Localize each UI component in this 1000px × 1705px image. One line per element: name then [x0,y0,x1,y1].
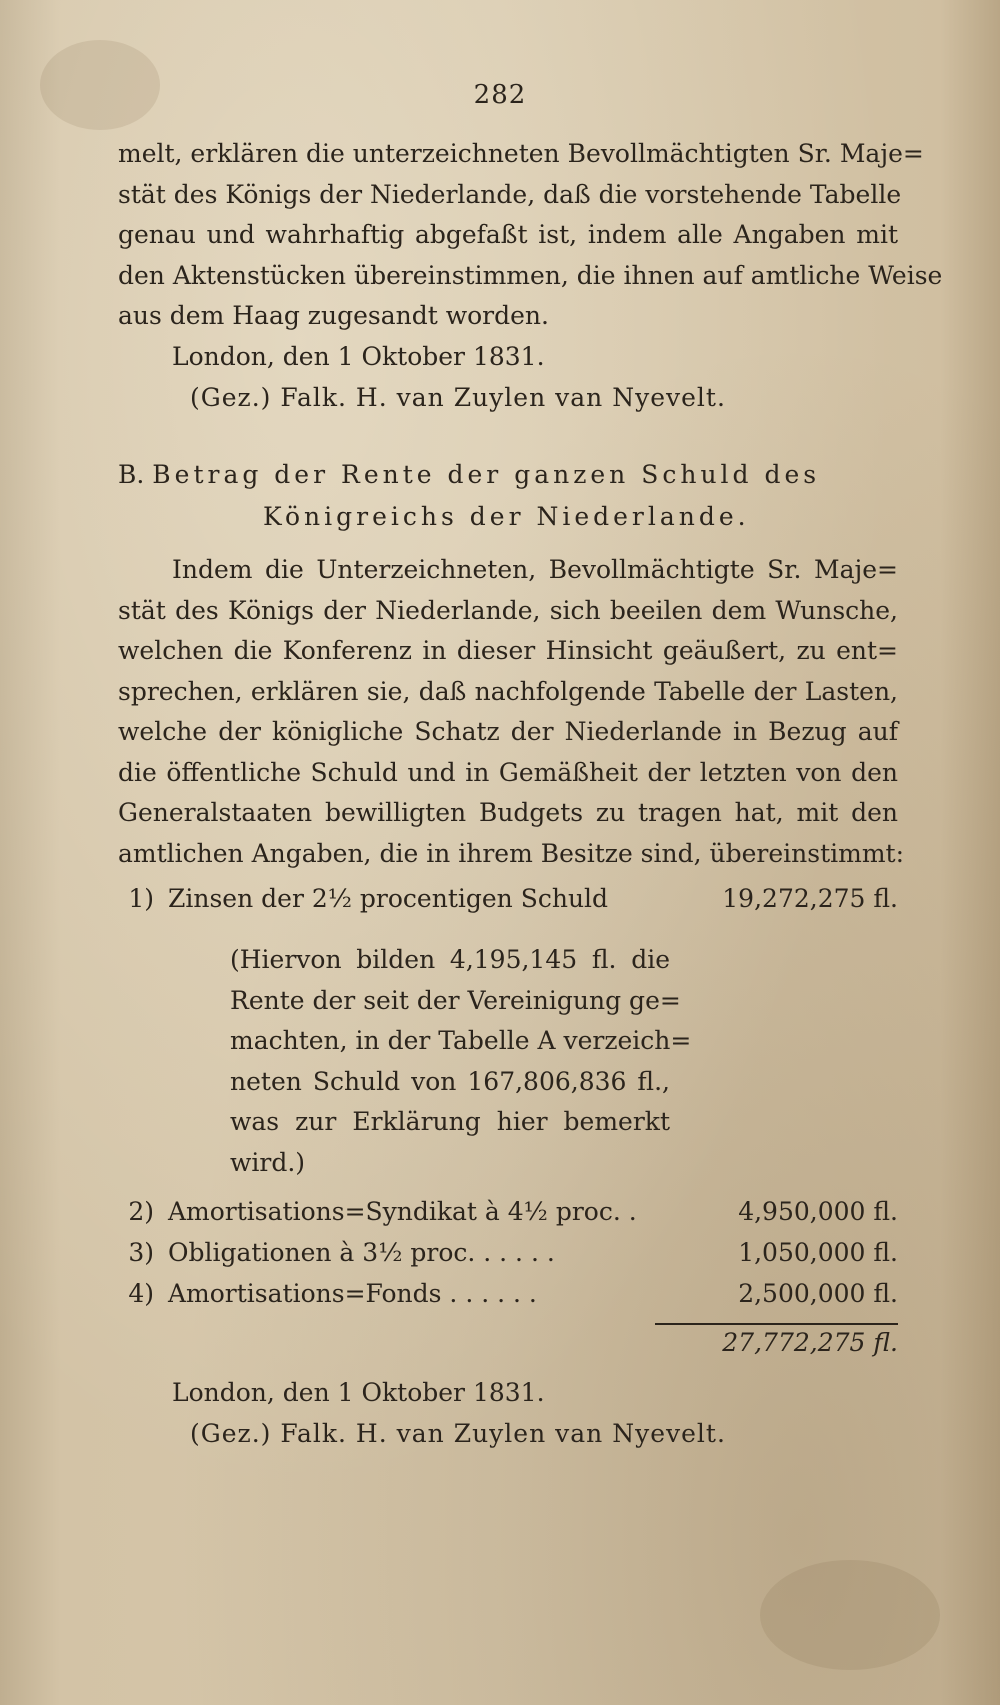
text-line: stät des Königs der Niederlande, daß die vorstehende Tabelle [118,179,902,209]
page-number: 282 [473,80,527,110]
section-letter: B. [118,460,145,489]
item-amount: 1,050,000 fl. [738,1238,898,1267]
signatories: (Gez.) Falk. H. van Zuylen van Nyevelt. [190,1418,726,1448]
sum-rule [655,1323,898,1325]
text-line: Indem die Unterzeichneten, Bevollmächtigte Sr. Maje= [172,555,898,584]
item-amount: 2,500,000 fl. [738,1279,898,1308]
item-label: Amortisations=Fonds . . . . . . [168,1279,537,1308]
text-line: melt, erklären die unterzeichneten Bevollmächtigten Sr. Maje= [118,139,924,168]
heading-line-1: Betrag der Rente der ganzen Schuld des [152,460,821,489]
text-line: stät des Königs der Niederlande, sich beeilen dem Wunsche, [118,595,898,625]
note-line: neten Schuld von 167,806,836 fl., [230,1066,670,1096]
signature-block-2 [118,1373,898,1454]
signatories: (Gez.) Falk. H. van Zuylen van Nyevelt. [190,382,726,412]
item-number: 1) [128,884,154,913]
paper-stain [760,1560,940,1670]
item-amount: 19,272,275 fl. [722,884,898,913]
note-line: was zur Erklärung hier bemerkt [230,1107,670,1136]
item-number: 4) [128,1279,154,1308]
place-date: London, den 1 Oktober 1831. [172,1378,545,1407]
text-line: den Aktenstücken übereinstimmen, die ihnen auf amtliche Weise [118,260,943,290]
text-line: die öffentliche Schuld und in Gemäßheit der letzten von den [118,757,898,787]
note-line: Rente der seit der Vereinigung ge= [230,985,681,1015]
text-line: aus dem Haag zugesandt worden. [118,301,549,330]
paragraph-2 [118,550,904,874]
debt-item-list [118,884,898,925]
heading-line-2: Königreichs der Niederlande. [263,502,750,531]
text-line: amtlichen Angaben, die in ihrem Besitze sind, übereinstimmt: [118,838,904,868]
text-line: welche der königliche Schatz der Niederlande in Bezug auf [118,717,898,746]
explanatory-note [230,940,692,1183]
debt-item [118,1238,898,1279]
text-line: genau und wahrhaftig abgefaßt ist, indem alle Angaben mit [118,220,898,249]
debt-item [118,1279,898,1320]
item-number: 2) [128,1197,154,1226]
item-number: 3) [128,1238,154,1267]
item-label: Obligationen à 3½ proc. . . . . . [168,1238,555,1267]
note-line: wird.) [230,1147,306,1177]
paragraph-1 [118,134,943,337]
debt-item [118,1197,898,1238]
item-label: Zinsen der 2½ procentigen Schuld [168,884,609,913]
debt-item [118,884,898,925]
item-amount: 4,950,000 fl. [738,1197,898,1226]
text-line: sprechen, erklären sie, daß nachfolgende Tabelle der Lasten, [118,676,898,706]
note-line: (Hiervon bilden 4,195,145 fl. die [230,945,670,974]
debt-item-list [118,1197,898,1320]
text-line: Generalstaaten bewilligten Budgets zu tragen hat, mit den [118,798,898,827]
total-amount: 27,772,275 fl. [722,1328,898,1357]
place-date: London, den 1 Oktober 1831. [172,342,545,371]
item-label: Amortisations=Syndikat à 4½ proc. . [168,1197,637,1226]
signature-block-1 [118,337,898,418]
note-line: machten, in der Tabelle A verzeich= [230,1026,692,1055]
section-heading [118,454,898,538]
text-line: welchen die Konferenz in dieser Hinsicht geäußert, zu ent= [118,636,898,665]
